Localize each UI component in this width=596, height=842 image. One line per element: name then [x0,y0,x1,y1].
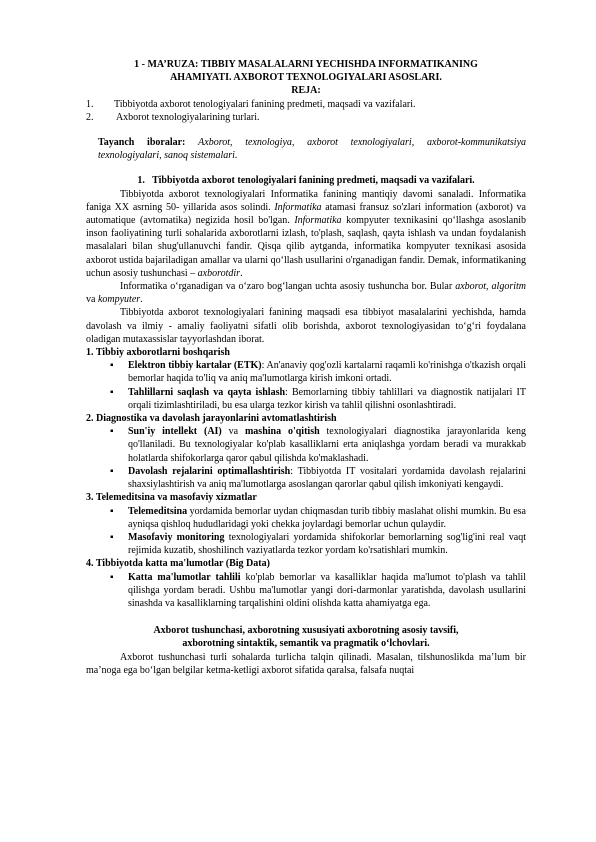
bullet-list [86,505,526,558]
bullet-list [86,425,526,491]
list-item: ▪ Sun'iy intellekt (AI) va mashina o'qitish texnologiyalari diagnostika jarayonlarida keng qo'llaniladi. Bu texnologiyalar ko'plab kasalliklarni erta aniqlashga yordam beradi va murakkab holatlarda shifokorlarga qaror qabul qilishda ko'maklashadi. [128,425,526,465]
subsection-heading: 4. Tibbiyotda katta ma'lumotlar (Big Data) [86,558,270,570]
list-item: ▪ Telemeditsina yordamida bemorlar uydan chiqmasdan turib tibbiy maslahat olishi mumkin. Bu esa ayniqsa qishloq hududlaridagi yoki chekka joylardagi bemorlar uchun qulaydir. [128,505,526,531]
subsection-heading: 3. Telemeditsina va masofaviy xizmatlar [86,492,257,504]
list-item: ▪ Davolash rejalarini optimallashtirish: Tibbiyotda IT vositalari yordamida davolash rejalarini shaxsiylashtirish va aniq ma'lumotlarga asoslangan qarorlar qabul qilish imkoniyati kengaydi. [128,465,526,491]
bullet-list [86,571,526,611]
plan-item-number: 2. [86,111,94,123]
paragraph-last: Axborot tushunchasi turli sohalarda turlicha talqin qilinadi. Masalan, tilshunoslikda ma’lum bir ma’noga ega bo‘lgan belgilar ketma-ketligi axborot sifatida qaralsa, falsafa nuqtai [86,651,526,676]
list-item: ▪ Tahlillarni saqlash va qayta ishlash: Bemorlarning tibbiy tahlillari va diagnostik natijalari IT orqali tizimlashtiriladi, bu esa ularga tezkor kirish va tahlil qilishni osonlashtiradi. [128,386,526,412]
paragraph-1: Tibbiyotda axborot texnologiyalari Informatika fanining mantiqiy davomi sanaladi. Informatika faniga XX asrning 50- yillarida asos solindi. Informatika atamasi fransuz so'zlari information (axborot) va automatique (avtomatika) negizida hosil bo'lgan. Informatika kompyuter texnikasini qo‘llashga asoslanib inson faoliyatining turli sohalarida axborotlarni izlash, to'plash, saqlash, qayta ishlash va undan foydalanish masalalari bilan shug'ullanuvchi fandir. Qisqa qilib aytganda, informatika kompyuter texnikasi asosida axborot ustida bajariladigan amallar va ularni qo‘llash usullarini o'rganadigan fandir. Demak, informatikaning uchun asosiy tushunchasi – axborotdir. [86,188,526,279]
plan-heading: REJA: [291,85,321,97]
plan-item-1 [86,98,526,111]
keywords-block [86,136,526,162]
subsection-heading: 1. Tibbiy axborotlarni boshqarish [86,347,230,359]
section-1-heading: 1. Tibbiyotda axborot tenologiyalari fanining predmeti, maqsadi va vazifalari. [137,175,475,187]
paragraph-3: Tibbiyotda axborot texnologiyalari fanining maqsadi esa tibbiyot masalalarini yechishda, hamda davolash va ilmiy - amaliy faoliyatni sifatli olib borishda, axborot texnologiyasidan to‘g‘ri foydalana oladigan mutaxassislar tayyorlashdan iborat. [86,307,526,345]
section-2-heading-line2: axborotning sintaktik, semantik va pragmatik o‘lchovlari. [182,638,430,650]
paragraph-2: Informatika o‘rganadigan va o‘zaro bog‘langan uchta asosiy tushuncha bor. Bular axborot, algoritm va kompyuter. [86,281,526,306]
plan-item-text: Axborot texnologiyalarining turlari. [114,111,260,123]
keywords-label: Tayanch iboralar: [98,137,186,149]
plan-item-text: Tibbiyotda axborot tenologiyalari fanining predmeti, maqsadi va vazifalari. [114,98,416,110]
list-item: ▪ Masofaviy monitoring texnologiyalari yordamida shifokorlar bemorlarning sog'lig'ini real vaqt rejimida kuzatib, shoshilinch vaziyatlarda tezkor yordam ko'rsatishlari mumkin. [128,531,526,557]
bullet-list [86,359,526,412]
section-2-heading-line1: Axborot tushunchasi, axborotning xususiyati axborotning asosiy tavsifi, [153,625,459,637]
list-item: ▪ Elektron tibbiy kartalar (ETK): An'anaviy qog'ozli kartalarni raqamli ko'rinishga o'tkazish orqali bemorlar haqida to'liq va aniq ma'lumotlarga kirish imkoni ortadi. [128,359,526,385]
document-page [86,58,526,677]
list-item: ▪ Katta ma'lumotlar tahlili ko'plab bemorlar va kasalliklar haqida ma'lumot to'plash va tahlil qilishga yordam beradi. Ushbu ma'lumotlar yangi dori-darmonlar yaratishda, davolash usullarini sinashda va kasalliklarning tarqalishini oldini olishda katta ahamiyatga ega. [128,571,526,611]
plan-item-number: 1. [86,98,94,110]
plan-item-2 [86,111,526,124]
lecture-title-line2: AHAMIYATI. AXBOROT TEXNOLOGIYALARI ASOSLARI. [170,72,442,84]
keywords-text: Axborot, texnologiya, axborot texnologiyalari, axborot-kommunikatsiya texnologiyalari, sanoq sistemalari. [98,137,527,162]
lecture-title-line1: 1 - MA’RUZA: TIBBIY MASALALARNI YECHISHDA INFORMATIKANING [134,59,478,70]
subsection-heading: 2. Diagnostika va davolash jarayonlarini avtomatlashtirish [86,413,337,425]
